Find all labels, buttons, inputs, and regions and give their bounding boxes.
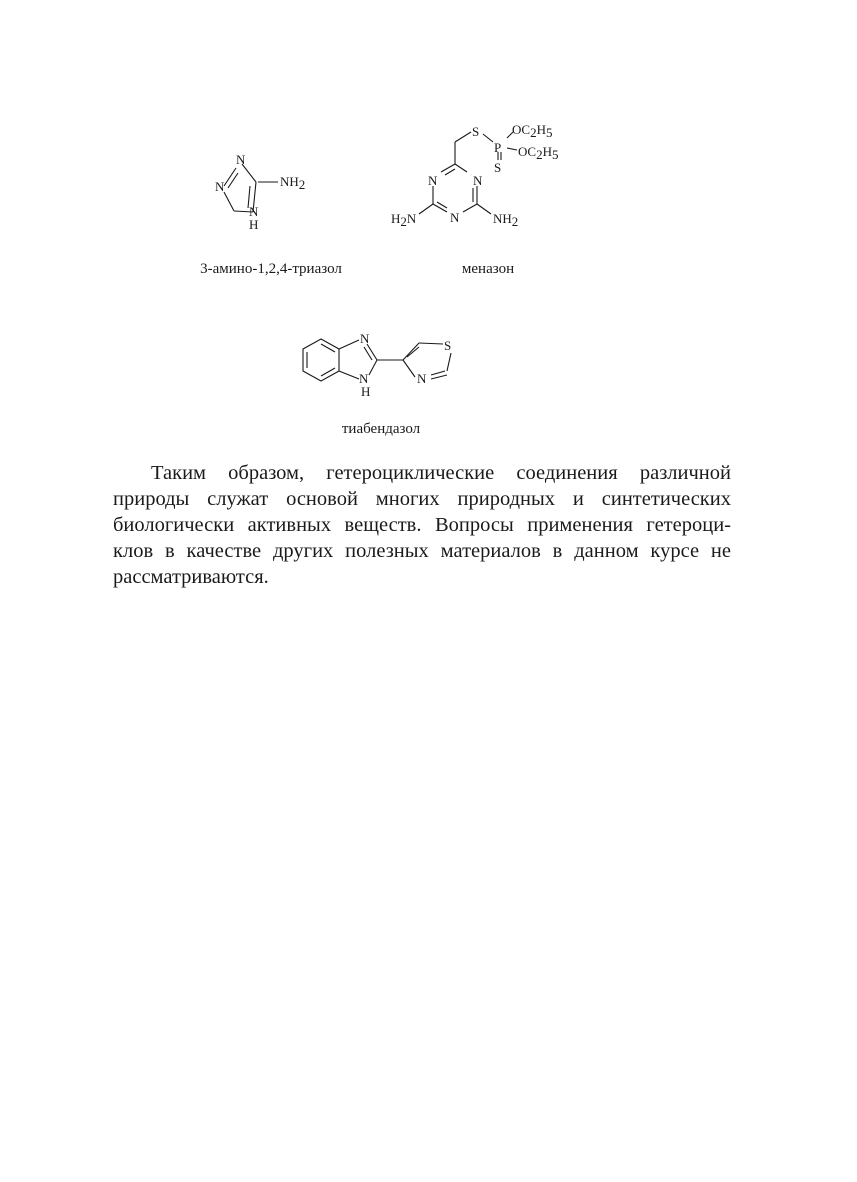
bond — [224, 168, 236, 186]
bond — [445, 169, 455, 175]
bond — [224, 192, 234, 211]
bond — [364, 347, 372, 360]
bond — [369, 360, 377, 375]
atom-n2: N — [473, 173, 483, 188]
atom-n1: N — [428, 173, 438, 188]
bond — [447, 353, 451, 371]
paragraph-line: природы служат основой многих природных и синтетических — [113, 488, 731, 510]
atom-h2n: H2N — [391, 211, 417, 229]
bond — [455, 164, 467, 172]
atom-n2: N — [417, 371, 427, 386]
atom-nh2: NH2 — [280, 174, 306, 192]
atom-s: S — [444, 338, 452, 353]
bond — [403, 360, 415, 377]
caption-thiabendazole: тиабендазол — [341, 421, 421, 437]
atom-n2: N — [215, 179, 225, 194]
bond — [228, 173, 238, 188]
atom-n1: N — [360, 331, 370, 346]
paragraph-line: биологически активных веществ. Вопросы применения гетероци- — [113, 514, 731, 536]
paragraph-line: Таким образом, гетероциклические соединения различной — [151, 462, 731, 484]
atom-nh-n: N — [359, 371, 369, 386]
atom-n3: N — [450, 210, 460, 225]
bond — [339, 340, 359, 349]
bond — [419, 204, 433, 214]
bond — [477, 204, 491, 214]
atom-nh-h: H — [361, 384, 371, 399]
bond — [367, 344, 377, 360]
benzene-ring — [303, 339, 339, 381]
atom-p: P — [494, 140, 502, 155]
bond — [431, 371, 445, 375]
atom-h: H — [249, 217, 259, 232]
atom-n1: N — [236, 152, 246, 167]
bond — [455, 132, 471, 142]
atom-s2: S — [494, 160, 502, 175]
bond — [507, 148, 517, 150]
bond — [403, 343, 419, 360]
paragraph-line: рассматриваются. — [113, 566, 269, 588]
bond — [433, 204, 447, 212]
caption-triazole: 3-амино-1,2,4-триазол — [200, 261, 342, 277]
bond — [463, 204, 477, 212]
bond — [483, 134, 493, 142]
atom-oc2h5-b: OC2H5 — [518, 144, 559, 162]
bond — [339, 371, 359, 379]
bond — [431, 375, 447, 379]
caption-menazon: меназон — [461, 261, 515, 277]
atom-oc2h5-a: OC2H5 — [512, 122, 553, 140]
atom-n4: N — [249, 204, 259, 219]
atom-s1: S — [472, 124, 480, 139]
menazon-structure — [385, 112, 575, 237]
bond — [419, 343, 443, 344]
atom-nh2: NH2 — [493, 211, 519, 229]
bond — [407, 347, 419, 357]
thiabendazole-structure — [295, 325, 470, 405]
triazole-structure — [200, 150, 320, 240]
body-paragraph — [113, 460, 731, 590]
paragraph-line: клов в качестве других полезных материалов в данном курсе не — [113, 540, 731, 562]
